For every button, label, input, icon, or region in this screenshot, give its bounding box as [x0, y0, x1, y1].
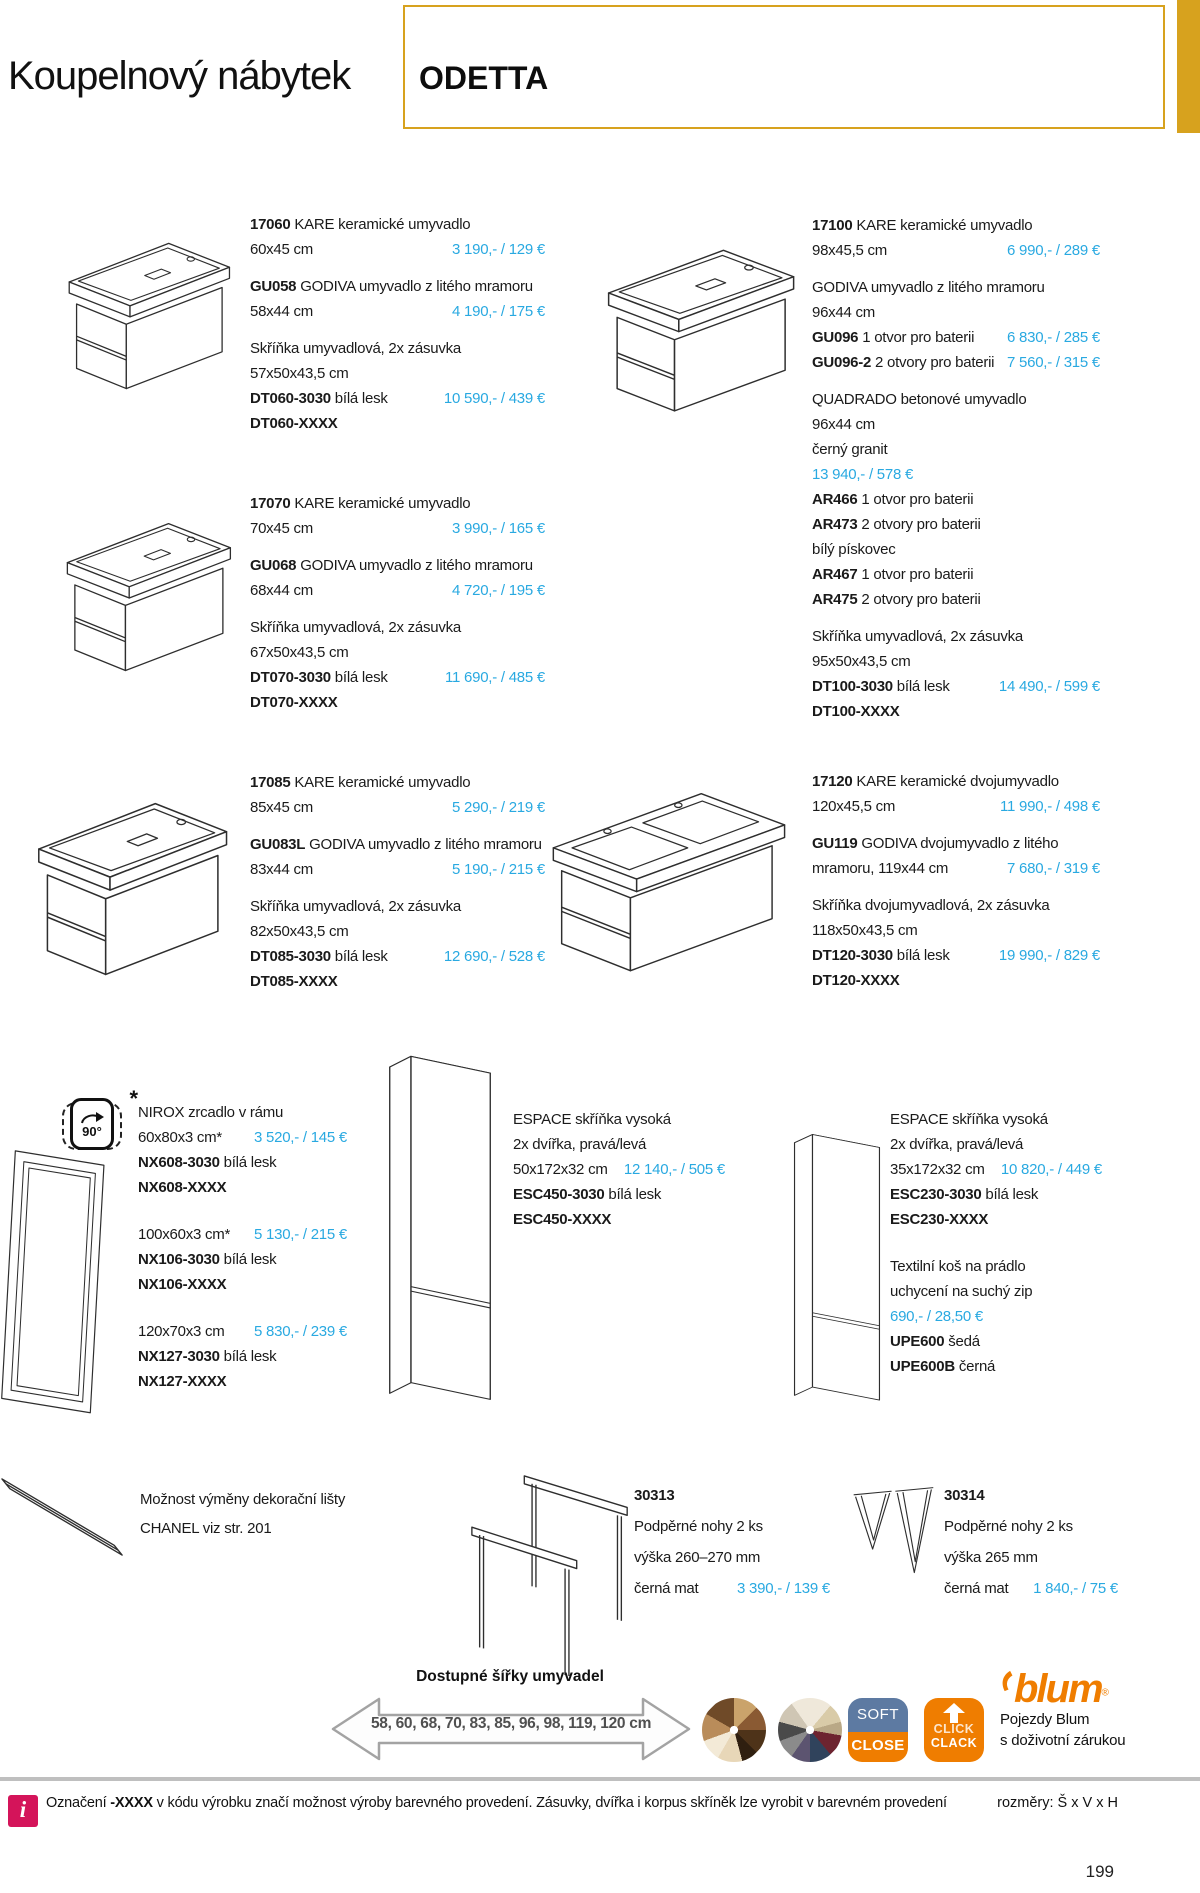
footer-text: Označení	[46, 1795, 111, 1811]
price: 5 130,- / 215 €	[254, 1226, 347, 1243]
product-line	[812, 387, 1100, 412]
product-line	[138, 1125, 347, 1150]
product-line	[812, 856, 1100, 881]
product-code: NX608-XXXX	[138, 1179, 227, 1196]
product-text: Podpěrné nohy 2 ks	[634, 1518, 763, 1535]
product-code: NX127-3030	[138, 1348, 220, 1365]
product-line	[250, 832, 545, 857]
available-widths-values: 58, 60, 68, 70, 83, 85, 96, 98, 119, 120 cm	[370, 1715, 652, 1732]
wide-washbasin-cabinet-drawing	[598, 230, 800, 418]
price-inline: 13 940,- / 578 €	[812, 466, 914, 483]
product-code: GU096	[812, 329, 859, 346]
click-label: CLICK	[933, 1722, 975, 1736]
click-clack-badge	[924, 1698, 984, 1762]
price: 3 990,- / 165 €	[452, 520, 545, 537]
asterisk-mark: *	[129, 1086, 138, 1111]
product-text: 98x45,5 cm	[812, 242, 888, 259]
product-line	[634, 1573, 830, 1604]
product-code: ESC230-XXXX	[890, 1211, 989, 1228]
series-title: ODETTA	[419, 60, 549, 96]
product-code: 30313	[634, 1487, 675, 1504]
product-line	[513, 1157, 725, 1182]
product-line	[812, 769, 1100, 794]
product-line	[250, 770, 545, 795]
product-text: 95x50x43,5 cm	[812, 653, 911, 670]
price: 11 990,- / 498 €	[1000, 798, 1100, 815]
product-code: DT060-3030	[250, 390, 331, 407]
product-code: ESC450-XXXX	[513, 1211, 612, 1228]
product-code: DT100-XXXX	[812, 703, 900, 720]
product-text: mramoru, 119x44 cm	[812, 860, 949, 877]
product-text: KARE keramické umyvadlo	[290, 495, 471, 512]
product-line	[138, 1100, 347, 1125]
product-text: 57x50x43,5 cm	[250, 365, 349, 382]
product-block-17085	[250, 770, 545, 994]
product-line	[250, 274, 545, 299]
tall-cabinet-drawing	[382, 1035, 498, 1420]
blum-caption-2: s doživotní zárukou	[1000, 1732, 1126, 1749]
product-text: bílá lesk	[604, 1186, 662, 1203]
rotation-90-icon	[62, 1086, 138, 1154]
product-line	[250, 894, 545, 919]
product-line	[812, 325, 1100, 350]
product-line	[812, 462, 1100, 487]
decor-strip-note	[140, 1485, 390, 1543]
product-line	[812, 213, 1100, 238]
product-text: 35x172x32 cm	[890, 1161, 985, 1178]
product-text: 83x44 cm	[250, 861, 314, 878]
product-line	[890, 1279, 1102, 1304]
product-text: 2 otvory pro baterii	[857, 591, 981, 608]
price: 5 290,- / 219 €	[452, 799, 545, 816]
product-line	[812, 487, 1100, 512]
decor-strip-drawing	[0, 1477, 128, 1557]
soft-label: SOFT	[848, 1698, 908, 1732]
product-text: výška 265 mm	[944, 1549, 1038, 1566]
page-title: Koupelnový nábytek	[8, 54, 351, 98]
product-line	[890, 1254, 1102, 1279]
product-text: Skříňka umyvadlová, 2x zásuvka	[250, 898, 461, 915]
product-line	[890, 1329, 1102, 1354]
product-line	[812, 943, 1100, 968]
product-line	[812, 350, 1100, 375]
product-block-17100	[812, 213, 1100, 724]
product-line	[250, 578, 545, 603]
price-inline: 690,- / 28,50 €	[890, 1308, 983, 1325]
product-block-17070	[250, 491, 545, 715]
product-line	[812, 674, 1100, 699]
product-line	[812, 893, 1100, 918]
product-line	[250, 857, 545, 882]
product-text: 1 otvor pro baterii	[857, 566, 974, 583]
product-block-esc230	[890, 1107, 1102, 1379]
footer-text: v kódu výrobku značí možnost výroby barevného provedení. Zásuvky, dvířka i korpus skříněk lze vyrobit v barevném provedení	[152, 1795, 947, 1811]
clack-label: CLACK	[930, 1736, 978, 1750]
product-text: 60x45 cm	[250, 241, 314, 258]
product-line	[250, 690, 545, 715]
product-line	[812, 624, 1100, 649]
product-line	[250, 640, 545, 665]
product-line	[812, 275, 1100, 300]
washbasin-cabinet-drawing	[58, 505, 236, 677]
product-line	[890, 1157, 1102, 1182]
product-text: QUADRADO betonové umyvadlo	[812, 391, 1027, 408]
product-code: 17070	[250, 495, 291, 512]
price: 5 830,- / 239 €	[254, 1323, 347, 1340]
product-code: NX106-XXXX	[138, 1276, 227, 1293]
product-line	[250, 237, 545, 262]
support-legs-drawing	[468, 1470, 633, 1677]
product-line	[890, 1354, 1102, 1379]
product-code: ESC230-3030	[890, 1186, 982, 1203]
product-text: Skříňka umyvadlová, 2x zásuvka	[250, 340, 461, 357]
price: 5 190,- / 215 €	[452, 861, 545, 878]
gold-accent-bar	[1177, 0, 1200, 133]
footer-divider	[0, 1777, 1200, 1781]
double-washbasin-cabinet-drawing	[545, 775, 795, 978]
product-code: AR467	[812, 566, 858, 583]
available-widths-label: Dostupné šířky umyvadel	[416, 1668, 604, 1685]
product-text: 68x44 cm	[250, 582, 314, 599]
product-line	[812, 512, 1100, 537]
product-line	[138, 1319, 347, 1344]
product-text: černá	[954, 1358, 996, 1375]
product-text: černý granit	[812, 441, 888, 458]
product-line	[138, 1150, 347, 1175]
price: 3 520,- / 145 €	[254, 1129, 347, 1146]
price: 12 690,- / 528 €	[443, 948, 545, 965]
product-text: bílá lesk	[330, 948, 388, 965]
product-code: NX106-3030	[138, 1251, 220, 1268]
product-line	[812, 649, 1100, 674]
product-text: 1 otvor pro baterii	[858, 329, 975, 346]
product-block-30314	[944, 1480, 1118, 1604]
washbasin-cabinet-drawing	[60, 225, 235, 395]
product-line	[513, 1207, 725, 1232]
product-text: GODIVA umyvadlo z litého mramoru	[296, 278, 533, 295]
product-text: NIROX zrcadlo v rámu	[138, 1104, 284, 1121]
product-text: Skříňka umyvadlová, 2x zásuvka	[812, 628, 1023, 645]
up-arrow-icon	[943, 1703, 965, 1723]
registered-mark: ®	[1101, 1687, 1109, 1699]
close-label: CLOSE	[848, 1732, 908, 1762]
product-text: 2x dvířka, pravá/levá	[890, 1136, 1024, 1153]
product-code: 30314	[944, 1487, 985, 1504]
product-text: 50x172x32 cm	[513, 1161, 608, 1178]
product-text: 82x50x43,5 cm	[250, 923, 349, 940]
product-text: Podpěrné nohy 2 ks	[944, 1518, 1073, 1535]
product-line	[250, 212, 545, 237]
product-text: KARE keramické dvojumyvadlo	[852, 773, 1059, 790]
product-text: 67x50x43,5 cm	[250, 644, 349, 661]
product-text: bílá lesk	[330, 669, 388, 686]
product-text: KARE keramické umyvadlo	[290, 774, 471, 791]
product-line	[812, 562, 1100, 587]
price: 3 190,- / 129 €	[452, 241, 545, 258]
product-line	[250, 516, 545, 541]
product-line	[513, 1182, 725, 1207]
product-line	[812, 699, 1100, 724]
product-text: uchycení na suchý zip	[890, 1283, 1033, 1300]
product-code: GU119	[812, 835, 858, 852]
product-text: 120x70x3 cm	[138, 1323, 225, 1340]
note-text: CHANEL viz str. 201	[140, 1520, 272, 1537]
product-text: Skříňka umyvadlová, 2x zásuvka	[250, 619, 461, 636]
product-line	[812, 968, 1100, 993]
product-line	[138, 1344, 347, 1369]
product-text: 100x60x3 cm*	[138, 1226, 231, 1243]
product-line	[138, 1175, 347, 1200]
color-wheel-wood-icon	[702, 1698, 766, 1762]
footer-text-bold: -XXXX	[110, 1795, 153, 1811]
product-line	[812, 238, 1100, 263]
product-line	[138, 1222, 347, 1247]
product-text: 1 otvor pro baterii	[857, 491, 974, 508]
product-text: ESPACE skříňka vysoká	[890, 1111, 1048, 1128]
product-text: 96x44 cm	[812, 416, 876, 433]
product-code: NX127-XXXX	[138, 1373, 227, 1390]
product-line	[250, 336, 545, 361]
product-line	[944, 1480, 1118, 1511]
product-text: výška 260–270 mm	[634, 1549, 761, 1566]
product-code: GU068	[250, 557, 297, 574]
product-text: 58x44 cm	[250, 303, 314, 320]
product-line	[890, 1304, 1102, 1329]
dimensions-note: rozměry: Š x V x H	[997, 1795, 1118, 1811]
product-code: AR473	[812, 516, 858, 533]
price: 1 840,- / 75 €	[1033, 1580, 1118, 1597]
product-line	[944, 1511, 1118, 1542]
product-code: DT085-XXXX	[250, 973, 338, 990]
product-text: bílý pískovec	[812, 541, 896, 558]
price: 7 560,- / 315 €	[1007, 354, 1100, 371]
product-line	[812, 587, 1100, 612]
product-text: černá mat	[944, 1580, 1009, 1597]
product-block-30313	[634, 1480, 830, 1604]
product-line	[812, 300, 1100, 325]
product-line	[250, 361, 545, 386]
product-text: 85x45 cm	[250, 799, 314, 816]
product-line	[250, 615, 545, 640]
product-text: GODIVA dvojumyvadlo z litého	[857, 835, 1059, 852]
product-line	[944, 1542, 1118, 1573]
curved-arrow-icon	[79, 1111, 105, 1125]
product-code: UPE600	[890, 1333, 945, 1350]
series-title-box	[403, 5, 1165, 129]
product-text: Textilní koš na prádlo	[890, 1258, 1026, 1275]
price: 6 830,- / 285 €	[1007, 329, 1100, 346]
product-code: ESC450-3030	[513, 1186, 605, 1203]
product-code: DT100-3030	[812, 678, 893, 695]
product-text: 2 otvory pro baterii	[871, 354, 995, 371]
product-line	[812, 794, 1100, 819]
product-line	[138, 1247, 347, 1272]
product-line	[250, 386, 545, 411]
note-text: Možnost výměny dekorační lišty	[140, 1491, 346, 1508]
product-line	[634, 1511, 830, 1542]
product-code: DT060-XXXX	[250, 415, 338, 432]
product-text: 118x50x43,5 cm	[812, 922, 918, 939]
product-line	[634, 1542, 830, 1573]
product-block-nirox	[138, 1100, 347, 1394]
product-code: NX608-3030	[138, 1154, 220, 1171]
product-line	[250, 553, 545, 578]
price: 11 690,- / 485 €	[445, 669, 545, 686]
product-line	[812, 537, 1100, 562]
product-code: 17120	[812, 773, 853, 790]
product-line	[890, 1132, 1102, 1157]
product-line	[250, 665, 545, 690]
product-text: GODIVA umyvadlo z litého mramoru	[305, 836, 542, 853]
product-code: DT070-3030	[250, 669, 331, 686]
price: 10 590,- / 439 €	[443, 390, 545, 407]
price: 7 680,- / 319 €	[1007, 860, 1100, 877]
footer-line-1	[46, 1795, 947, 1811]
product-code: 17060	[250, 216, 291, 233]
product-line	[250, 299, 545, 324]
product-line	[250, 491, 545, 516]
product-code: GU083L	[250, 836, 306, 853]
mirror-drawing	[0, 1140, 115, 1420]
info-icon: i	[8, 1795, 38, 1827]
tall-cabinet-drawing	[788, 1118, 886, 1416]
product-code: 17085	[250, 774, 291, 791]
note-line	[140, 1485, 390, 1514]
product-code: AR466	[812, 491, 858, 508]
product-line	[812, 831, 1100, 856]
product-code: AR475	[812, 591, 858, 608]
v-legs-drawing	[848, 1484, 938, 1606]
blum-logo: blum® Pojezdy Blum s doživotní zárukou	[1000, 1668, 1190, 1751]
product-text: KARE keramické umyvadlo	[852, 217, 1033, 234]
note-line	[140, 1514, 390, 1543]
price: 19 990,- / 829 €	[998, 947, 1100, 964]
product-line	[250, 795, 545, 820]
price: 4 190,- / 175 €	[452, 303, 545, 320]
product-line	[250, 919, 545, 944]
product-line	[138, 1272, 347, 1297]
product-line	[890, 1207, 1102, 1232]
product-text: GODIVA umyvadlo z litého mramoru	[812, 279, 1045, 296]
product-text: ESPACE skříňka vysoká	[513, 1111, 671, 1128]
product-code: DT085-3030	[250, 948, 331, 965]
product-text: KARE keramické umyvadlo	[290, 216, 471, 233]
page-number: 199	[1085, 1862, 1114, 1881]
product-text: bílá lesk	[892, 947, 950, 964]
product-code: GU096-2	[812, 354, 872, 371]
price: 12 140,- / 505 €	[623, 1161, 725, 1178]
product-code: UPE600B	[890, 1358, 955, 1375]
price: 14 490,- / 599 €	[998, 678, 1100, 695]
product-line	[812, 918, 1100, 943]
product-block-17060	[250, 212, 545, 436]
product-text: bílá lesk	[892, 678, 950, 695]
product-text: bílá lesk	[981, 1186, 1039, 1203]
product-line	[513, 1132, 725, 1157]
price: 10 820,- / 449 €	[1000, 1161, 1102, 1178]
product-text: bílá lesk	[219, 1251, 277, 1268]
blum-mark-icon	[1000, 1668, 1014, 1694]
blum-caption-1: Pojezdy Blum	[1000, 1711, 1090, 1728]
product-text: bílá lesk	[219, 1154, 277, 1171]
product-code: DT070-XXXX	[250, 694, 338, 711]
product-block-esc450	[513, 1107, 725, 1232]
product-text: Skříňka dvojumyvadlová, 2x zásuvka	[812, 897, 1050, 914]
price: 6 990,- / 289 €	[1007, 242, 1100, 259]
price: 3 390,- / 139 €	[737, 1580, 830, 1597]
product-text: bílá lesk	[219, 1348, 277, 1365]
product-text: GODIVA umyvadlo z litého mramoru	[296, 557, 533, 574]
soft-close-badge	[848, 1698, 908, 1762]
product-code: DT120-3030	[812, 947, 893, 964]
rotation-degree-label: 90°	[82, 1123, 102, 1139]
product-text: bílá lesk	[330, 390, 388, 407]
product-block-17120	[812, 769, 1100, 993]
washbasin-cabinet-drawing	[28, 782, 233, 982]
product-text: 2x dvířka, pravá/levá	[513, 1136, 647, 1153]
product-text: 120x45,5 cm	[812, 798, 896, 815]
product-line	[944, 1573, 1118, 1604]
product-line	[812, 437, 1100, 462]
product-line	[812, 412, 1100, 437]
product-text: 96x44 cm	[812, 304, 876, 321]
product-text: 2 otvory pro baterii	[857, 516, 981, 533]
product-line	[890, 1107, 1102, 1132]
product-text: 70x45 cm	[250, 520, 314, 537]
price: 4 720,- / 195 €	[452, 582, 545, 599]
product-line	[513, 1107, 725, 1132]
product-code: DT120-XXXX	[812, 972, 900, 989]
color-wheel-multicolor-icon	[778, 1698, 842, 1762]
product-code: 17100	[812, 217, 853, 234]
product-text: šedá	[944, 1333, 980, 1350]
product-text: černá mat	[634, 1580, 699, 1597]
product-line	[634, 1480, 830, 1511]
product-line	[250, 411, 545, 436]
product-line	[250, 969, 545, 994]
product-code: GU058	[250, 278, 297, 295]
product-line	[890, 1182, 1102, 1207]
product-line	[138, 1369, 347, 1394]
product-text: 60x80x3 cm*	[138, 1129, 222, 1146]
product-line	[250, 944, 545, 969]
